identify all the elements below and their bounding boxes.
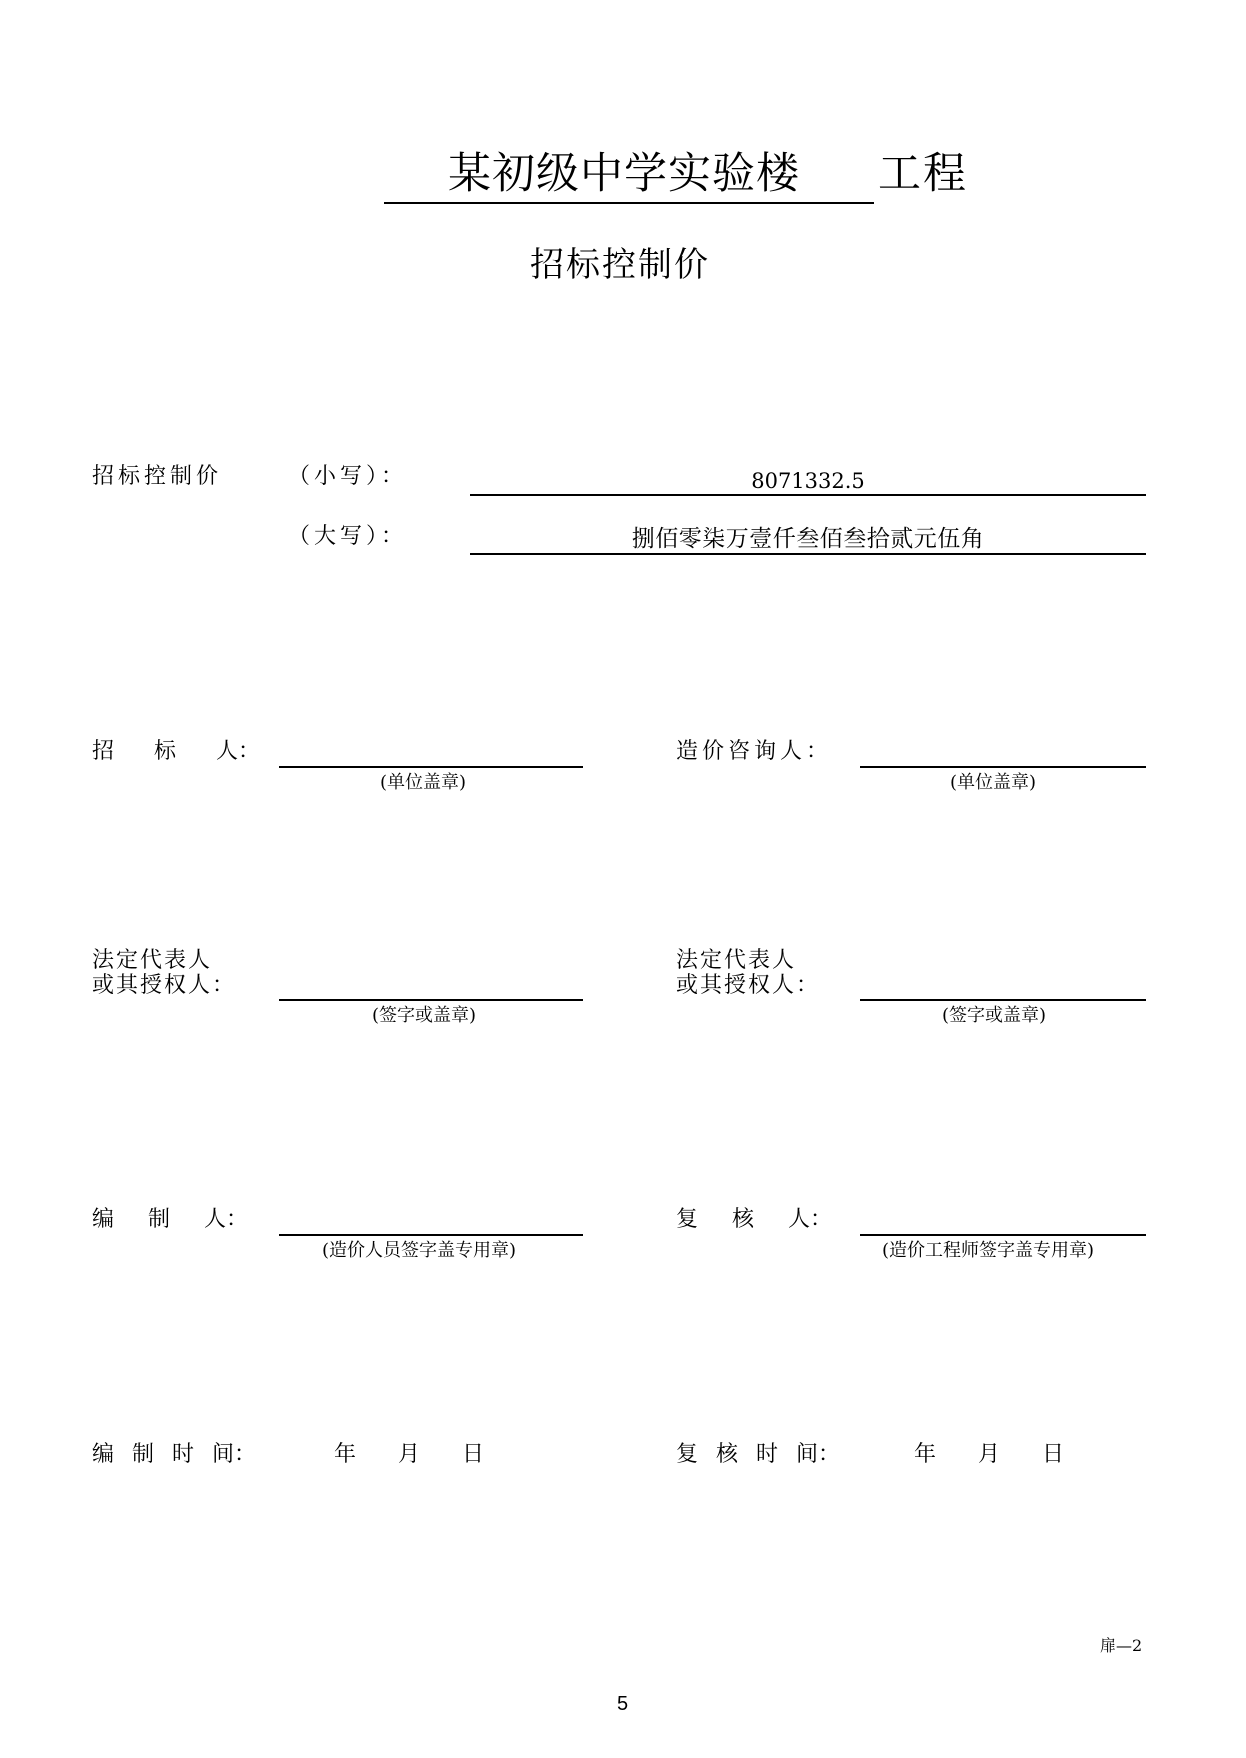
review-date-year[interactable]: 年 [914,1442,941,1467]
consultant-label: 造价咨询人： [676,739,833,764]
legal-rep-left-signature-line[interactable] [279,999,583,1001]
price-big-label: （大写）： [288,524,408,549]
project-suffix: 工程 [878,149,968,199]
price-big-value: 捌佰零柒万壹仟叁佰叁拾贰元伍角 [631,526,985,552]
review-date-label: 复 核 时 间： [676,1442,841,1467]
reviewer-label: 复 核 人： [676,1207,833,1232]
project-name: 某初级中学实验楼 [448,149,800,199]
form-code: 扉—2 [1100,1636,1143,1655]
compiler-note: (造价人员签字盖专用章) [322,1240,517,1261]
tenderer-signature-line[interactable] [279,766,583,768]
review-date-day[interactable]: 日 [1042,1442,1069,1467]
legal-rep-right-note: (签字或盖章) [942,1005,1047,1026]
compile-date-month[interactable]: 月 [398,1442,425,1467]
price-small-value: 8071332.5 [751,469,865,493]
price-big-underline [470,553,1146,555]
reviewer-signature-line[interactable] [860,1234,1146,1236]
legal-rep-right-label-line2: 或其授权人： [676,973,821,998]
tenderer-label: 招 标 人： [92,739,261,764]
compile-date-year[interactable]: 年 [334,1442,361,1467]
compile-date-label: 编 制 时 间： [92,1442,257,1467]
legal-rep-left-note: (签字或盖章) [372,1005,477,1026]
price-label: 招标控制价 [92,464,223,489]
reviewer-note: (造价工程师签字盖专用章) [882,1240,1095,1261]
legal-rep-right-label-line1: 法定代表人 [676,948,797,973]
price-small-underline [470,494,1146,496]
legal-rep-left-label-line1: 法定代表人 [92,948,213,973]
consultant-note: (单位盖章) [950,772,1037,793]
review-date-month[interactable]: 月 [978,1442,1005,1467]
compile-date-day[interactable]: 日 [462,1442,489,1467]
price-small-label: （小写）： [288,464,408,489]
tenderer-note: (单位盖章) [380,772,467,793]
page-number: 5 [617,1693,629,1715]
compiler-signature-line[interactable] [279,1234,583,1236]
document-title: 招标控制价 [530,245,710,285]
legal-rep-right-signature-line[interactable] [860,999,1146,1001]
legal-rep-left-label-line2: 或其授权人： [92,973,237,998]
consultant-signature-line[interactable] [860,766,1146,768]
compiler-label: 编 制 人： [92,1207,249,1232]
